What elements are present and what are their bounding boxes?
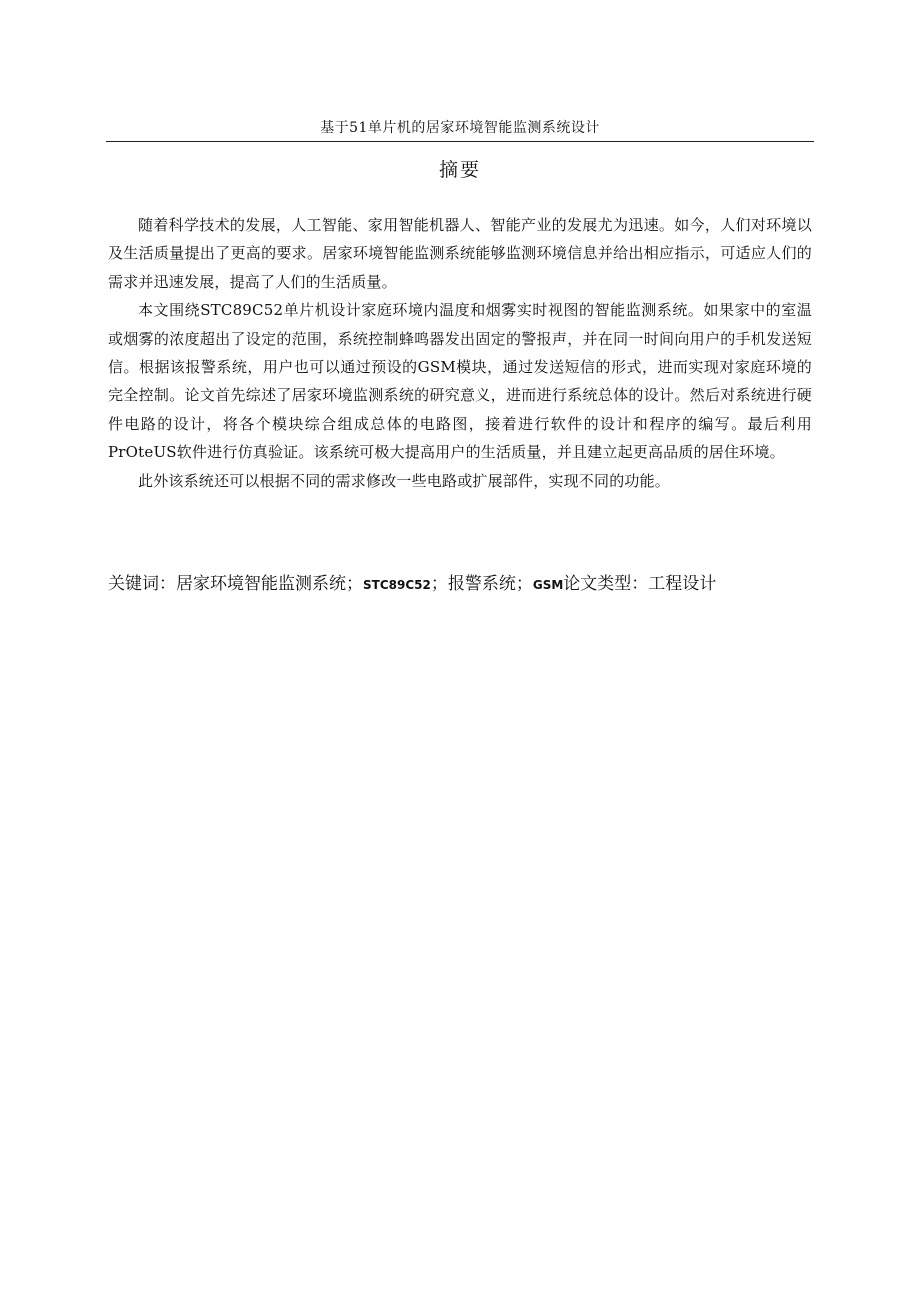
keyword-1: 居家环境智能监测系统； (176, 574, 363, 594)
keywords-line (108, 570, 812, 599)
abstract-body (108, 211, 812, 495)
paper-type: 论文类型：工程设计 (563, 574, 717, 594)
keyword-separator: ； (430, 574, 448, 594)
keyword-4: GSM (532, 578, 564, 592)
keyword-2: STC89C52 (363, 578, 431, 592)
running-header-title: 基于51单片机的居家环境智能监测系统设计 (320, 120, 600, 136)
abstract-title: 摘要 (438, 159, 481, 181)
abstract-paragraph-1: 随着科学技术的发展，人工智能、家用智能机器人、智能产业的发展尤为迅速。如今，人们对环境以及生活质量提出了更高的要求。居家环境智能监测系统能够监测环境信息并给出相应指示，可适应人们的需求并迅速发展，提高了人们的生活质量。 (108, 216, 812, 291)
keywords-label: 关键词： (108, 574, 176, 594)
header-divider (106, 141, 814, 142)
abstract-paragraph-2: 本文围绕STC89C52单片机设计家庭环境内温度和烟雾实时视图的智能监测系统。如果家中的室温或烟雾的浓度超出了设定的范围，系统控制蜂鸣器发出固定的警报声，并在同一时间向用户的手机发送短信。根据该报警系统，用户也可以通过预设的GSM模块，通过发送短信的形式，进而实现对家庭环境的完全控制。论文首先综述了居家环境监测系统的研究意义，进而进行系统总体的设计。然后对系统进行硬件电路的设计，将各个模块综合组成总体的电路图，接着进行软件的设计和程序的编写。最后利用PrOteUS软件进行仿真验证。该系统可极大提高用户的生活质量，并且建立起更高品质的居住环境。 (108, 301, 812, 462)
keyword-3: 报警系统； (447, 574, 533, 594)
abstract-paragraph-3: 此外该系统还可以根据不同的需求修改一些电路或扩展部件，实现不同的功能。 (138, 471, 671, 490)
